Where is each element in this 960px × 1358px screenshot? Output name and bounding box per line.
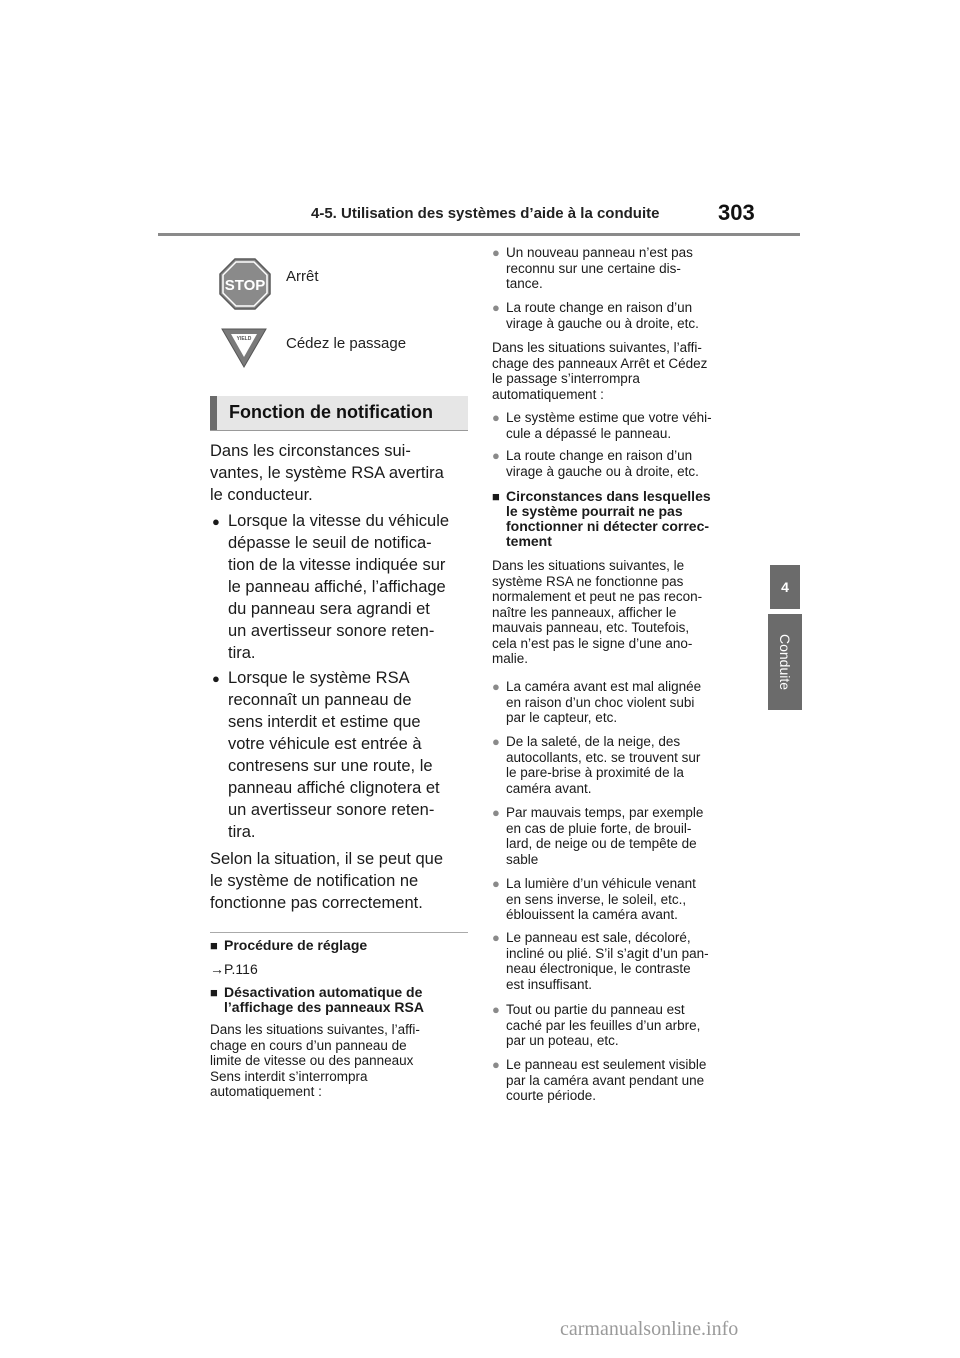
bullet-icon: ● — [212, 514, 220, 529]
chapter-number: 4 — [781, 579, 789, 595]
text-line: du panneau sera agrandi et — [228, 600, 430, 618]
text-line: virage à gauche ou à droite, etc. — [506, 463, 699, 479]
paragraph — [492, 340, 752, 402]
text-line: tira. — [228, 823, 256, 841]
list-item-text — [228, 510, 472, 664]
watermark: carmanualsonline.info — [560, 1318, 739, 1340]
bullet-icon: ● — [492, 734, 500, 749]
text-line: reconnaît un panneau de — [228, 691, 412, 709]
square-bullet-icon: ■ — [210, 985, 218, 1000]
chapter-title: 4-5. Utilisation des systèmes d’aide à la conduite — [311, 205, 660, 222]
text-line: Dans les circonstances sui- — [210, 442, 411, 460]
section-closing — [210, 848, 472, 914]
text-line: automatiquement : — [210, 1084, 322, 1099]
yield-sign-text: YIELD — [236, 336, 252, 342]
text-line: le pare-brise à proximité de la — [506, 765, 684, 780]
text-line: vantes, le système RSA avertira — [210, 464, 444, 482]
list-item-text — [506, 245, 752, 292]
text-line: limite de vitesse ou des panneaux — [210, 1053, 414, 1068]
section-heading-text: Fonction de notification — [229, 402, 433, 422]
list-item-text — [506, 805, 752, 867]
text-line: en raison d’un choc violent subi — [506, 694, 695, 710]
list-item-text — [506, 300, 752, 331]
text-line: en sens inverse, le soleil, etc., — [506, 891, 687, 907]
deactivation-heading-text — [224, 985, 424, 1015]
text-line: Circonstances dans lesquelles — [506, 488, 711, 504]
divider — [210, 932, 468, 933]
text-line: Le système estime que votre véhi- — [506, 410, 712, 425]
chapter-label: Conduite — [777, 633, 793, 691]
list-item-text — [506, 930, 752, 992]
text-line: De la saleté, de la neige, des — [506, 734, 681, 749]
text-line: Tout ou partie du panneau est — [506, 1002, 685, 1017]
text-line: l’affichage des panneaux RSA — [224, 999, 424, 1015]
text-line: cule a dépassé le panneau. — [506, 425, 672, 441]
bullet-icon: ● — [492, 679, 500, 694]
text-line: La route change en raison d’un — [506, 448, 693, 463]
text-line: sens interdit et estime que — [228, 713, 421, 731]
text-line: Le panneau est seulement visible — [506, 1057, 707, 1072]
text-line: Selon la situation, il se peut que — [210, 850, 443, 868]
section-rule — [210, 430, 468, 431]
text-line: en cas de pluie forte, de brouil- — [506, 820, 692, 836]
text-line: par le capteur, etc. — [506, 710, 618, 725]
text-line: votre véhicule est entrée à — [228, 735, 422, 753]
text-line: le panneau affiché, l’affichage — [228, 578, 446, 596]
list-item-text — [506, 410, 752, 441]
bullet-icon: ● — [492, 805, 500, 820]
procedure-heading-text: Procédure de réglage — [224, 937, 368, 953]
text-line: caché par les feuilles d’un arbre, — [506, 1017, 701, 1033]
text-line: lard, de neige ou de tempête de — [506, 836, 697, 851]
list-item-text — [506, 1002, 752, 1049]
stop-sign-icon — [219, 258, 271, 310]
section-heading — [210, 396, 468, 430]
text-line: dépasse le seuil de notifica- — [228, 534, 432, 552]
text-line: normalement et peut ne pas recon- — [492, 589, 703, 604]
stop-sign-text: STOP — [224, 277, 266, 294]
text-line: le système de notification ne — [210, 872, 419, 890]
bullet-icon: ● — [492, 1002, 500, 1017]
list-item-text — [506, 679, 752, 726]
text-line: Lorsque la vitesse du véhicule — [228, 512, 450, 530]
text-line: par la caméra avant pendant une — [506, 1072, 705, 1088]
page-reference-link[interactable]: →P.116 — [210, 961, 258, 977]
text-line: Un nouveau panneau n’est pas — [506, 245, 693, 260]
text-line: La route change en raison d’un — [506, 300, 693, 315]
square-bullet-icon: ■ — [492, 489, 500, 504]
section-intro — [210, 440, 472, 506]
text-line: un avertisseur sonore reten- — [228, 622, 435, 640]
list-item-text — [506, 734, 752, 796]
text-line: Le panneau est sale, décoloré, — [506, 930, 691, 945]
bullet-icon: ● — [492, 1057, 500, 1072]
square-bullet-icon: ■ — [210, 938, 218, 953]
text-line: courte période. — [506, 1088, 597, 1103]
paragraph — [492, 558, 752, 667]
text-line: tion de la vitesse indiquée sur — [228, 556, 446, 574]
bullet-icon: ● — [492, 245, 500, 260]
text-line: fonctionner ni détecter correc- — [506, 518, 710, 534]
text-line: malie. — [492, 651, 529, 666]
deactivation-text — [210, 1022, 472, 1100]
text-line: tira. — [228, 644, 256, 662]
text-line: La caméra avant est mal alignée — [506, 679, 702, 694]
text-line: le passage s’interrompra — [492, 371, 640, 386]
text-line: fonctionne pas correctement. — [210, 894, 423, 912]
text-line: cela n’est pas le signe d’une ano- — [492, 635, 693, 651]
yield-sign-icon — [221, 328, 267, 368]
text-line: un avertisseur sonore reten- — [228, 801, 435, 819]
text-line: Lorsque le système RSA — [228, 669, 410, 687]
text-line: chage des panneaux Arrêt et Cédez — [492, 355, 708, 371]
text-line: tance. — [506, 276, 543, 291]
page-number: 303 — [718, 200, 755, 225]
text-line: reconnu sur une certaine dis- — [506, 260, 681, 276]
list-item-text — [506, 1057, 752, 1104]
stop-sign-label: Arrêt — [286, 268, 319, 285]
list-item-text — [228, 667, 472, 843]
text-line: le système pourrait ne pas — [506, 503, 683, 519]
text-line: tement — [506, 533, 552, 549]
text-line: contresens sur une route, le — [228, 757, 433, 775]
bullet-icon: ● — [492, 410, 500, 425]
text-line: mauvais panneau, etc. Toutefois, — [492, 620, 690, 635]
text-line: Désactivation automatique de — [224, 984, 423, 1000]
text-line: neau électronique, le contraste — [506, 961, 691, 976]
text-line: La lumière d’un véhicule venant — [506, 876, 696, 891]
list-item-text — [506, 448, 752, 479]
bullet-icon: ● — [492, 930, 500, 945]
text-line: automatiquement : — [492, 386, 604, 402]
text-line: Sens interdit s’interrompra — [210, 1068, 368, 1084]
text-line: virage à gauche ou à droite, etc. — [506, 315, 699, 331]
list-item-text — [506, 876, 752, 923]
text-line: système RSA ne fonctionne pas — [492, 573, 684, 589]
text-line: naître les panneaux, afficher le — [492, 604, 677, 620]
text-line: Dans les situations suivantes, le — [492, 558, 685, 573]
text-line: caméra avant. — [506, 780, 592, 796]
text-line: éblouissent la caméra avant. — [506, 907, 678, 922]
circumstances-heading-text — [506, 489, 746, 549]
bullet-icon: ● — [492, 876, 500, 891]
text-line: Dans les situations suivantes, l’affi- — [210, 1022, 420, 1037]
bullet-icon: ● — [212, 671, 220, 686]
chapter-tab-number — [770, 565, 800, 609]
yield-sign-label: Cédez le passage — [286, 335, 407, 352]
text-line: Dans les situations suivantes, l’affi- — [492, 340, 702, 355]
text-line: le conducteur. — [210, 486, 313, 504]
bullet-icon: ● — [492, 448, 500, 463]
text-line: Par mauvais temps, par exemple — [506, 805, 704, 820]
text-line: autocollants, etc. se trouvent sur — [506, 749, 701, 765]
text-line: par un poteau, etc. — [506, 1033, 619, 1048]
header-rule — [158, 233, 800, 236]
bullet-icon: ● — [492, 300, 500, 315]
text-line: incliné ou plié. S’il s’agit d’un pan- — [506, 945, 709, 961]
text-line: sable — [506, 851, 539, 867]
text-line: est insuffisant. — [506, 976, 593, 992]
text-line: chage en cours d’un panneau de — [210, 1037, 407, 1053]
chapter-tab-label — [768, 614, 802, 710]
text-line: panneau affiché clignotera et — [228, 779, 440, 797]
